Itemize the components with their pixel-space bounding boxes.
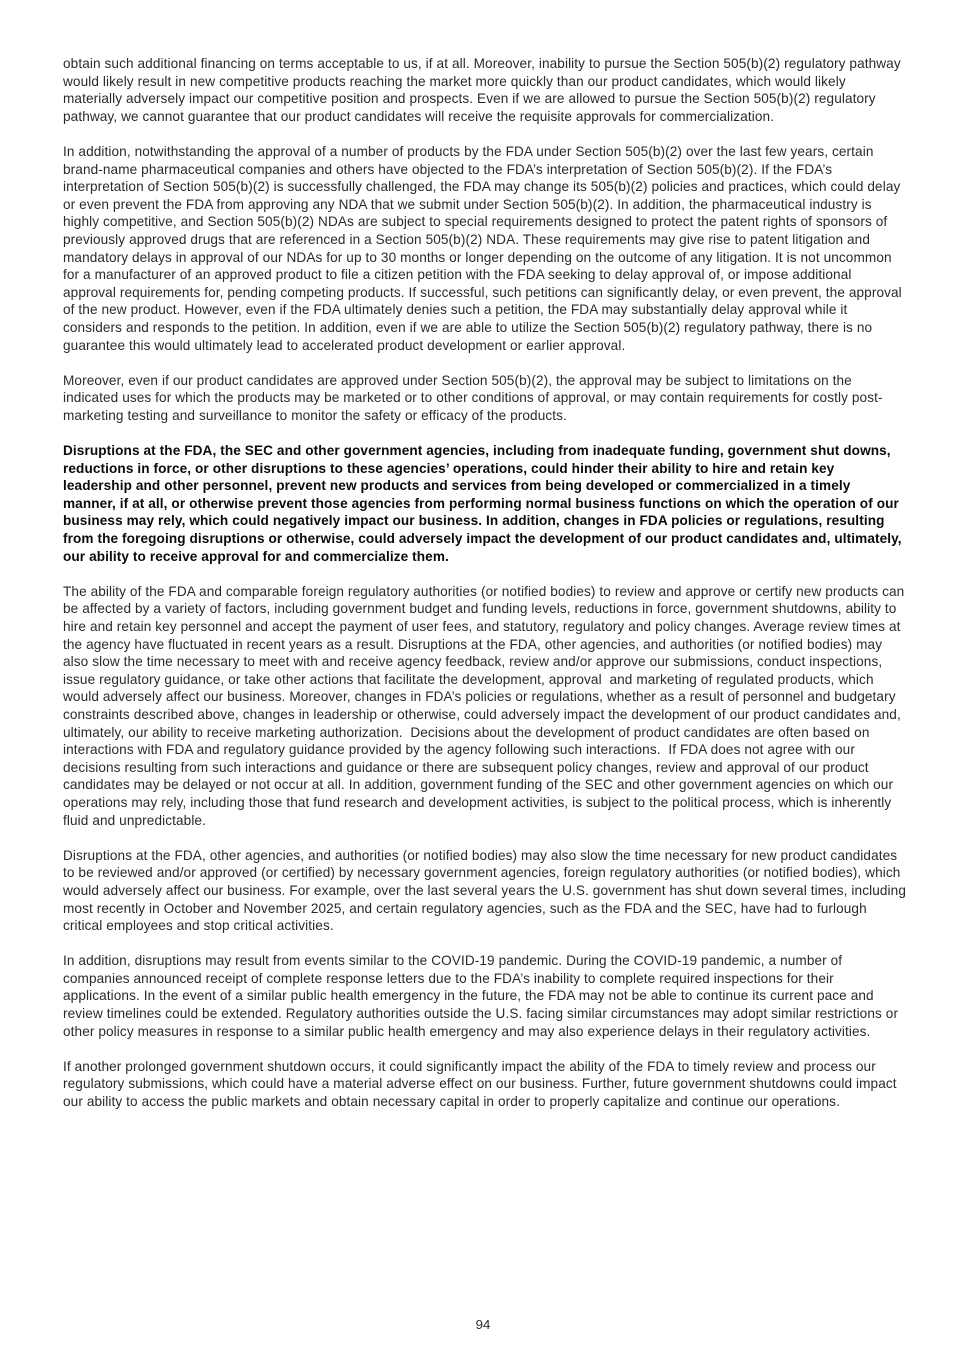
paragraph-prolonged-shutdown: If another prolonged government shutdown occurs, it could significantly impact the ability of the FDA to timely review and process our regulatory submissions, which could have a material adverse effect on our business. Further, future government shutdowns could impact our ability to access the public markets and obtain necessary capital in order to properly capitalize and continue our operations.	[63, 1058, 901, 1110]
paragraph-505b2-interpretation: In addition, notwithstanding the approval of a number of products by the FDA under Section 505(b)(2) over the last few years, certain brand-name pharmaceutical companies and others have objected to the FDA’s interpretation of Section 505(b)(2). If the FDA’s interpretation of Section 505(b)(2) is successfully challenged, the FDA may change its 505(b)(2) policies and practices, which could delay or even prevent the FDA from approving any NDA that we submit under Section 505(b)(2). In addition, the pharmaceutical industry is highly competitive, and Section 505(b)(2) NDAs are subject to special requirements designed to protect the patent rights of sponsors of previously approved drugs that are referenced in a Section 505(b)(2) NDA. These requirements may give rise to patent litigation and mandatory delays in approval of our NDAs for up to 30 months or longer depending on the outcome of any litigation. It is not uncommon for a manufacturer of an approved product to file a citizen petition with the FDA seeking to delay approval of, or impose additional approval requirements for, pending competing products. If successful, such petitions can significantly delay, or even prevent, the approval of the new product. However, even if the FDA ultimately denies such a petition, the FDA may substantially delay approval while it considers and responds to the petition. In addition, even if we are able to utilize the Section 505(b)(2) regulatory pathway, there is no guarantee this would ultimately lead to accelerated product development or earlier approval.	[63, 143, 906, 353]
paragraph-approval-limitations: Moreover, even if our product candidates are approved under Section 505(b)(2), the approval may be subject to limitations on the indicated uses for which the products may be marketed or to other conditions of approval, or may contain requirements for costly post-marketing testing and surveillance to monitor the safety or efficacy of the products.	[63, 372, 883, 423]
risk-factor-heading-disruptions: Disruptions at the FDA, the SEC and other government agencies, including from inadequate funding, government shut downs, reductions in force, or other disruptions to these agencies’ operations, could hinder their ability to hire and retain key leadership and other personnel, prevent new products and services from being developed or commercialized in a timely manner, if at all, or otherwise prevent those agencies from performing normal business functions on which the operation of our business may rely, which could negatively impact our business. In addition, changes in FDA policies or regulations, resulting from the foregoing disruptions or otherwise, could adversely impact the development of our product candidates and, ultimately, our ability to receive approval for and commercialize them.	[63, 443, 906, 564]
document-body	[63, 55, 910, 1128]
paragraph-shutdown-examples: Disruptions at the FDA, other agencies, and authorities (or notified bodies) may also slow the time necessary for new product candidates to be reviewed and/or approved (or certified) by necessary government agencies, foreign regulatory authorities (or notified bodies), which would adversely affect our business. For example, over the last several years the U.S. government has shut down several times, including most recently in October and November 2025, and certain regulatory agencies, such as the FDA and the SEC, have had to furlough critical employees and stop critical activities.	[63, 847, 910, 934]
page-footer	[0, 1316, 966, 1334]
paragraph-covid-pandemic: In addition, disruptions may result from events similar to the COVID-19 pandemic. During the COVID-19 pandemic, a number of companies announced receipt of complete response letters due to the FDA’s inability to complete required inspections for their applications. In the event of a similar public health emergency in the future, the FDA may not be able to continue its current pace and review timelines could be extended. Regulatory authorities outside the U.S. facing similar circumstances may adopt similar restrictions or other policy measures in response to a similar public health emergency and may also experience delays in their regulatory activities.	[63, 953, 902, 1039]
paragraph-financing-risk: obtain such additional financing on terms acceptable to us, if at all. Moreover, inability to pursue the Section 505(b)(2) regulatory pathway would likely result in new competitive products reaching the market more quickly than our product candidates, which would likely materially adversely impact our competitive position and prospects. Even if we are allowed to pursue the Section 505(b)(2) regulatory pathway, we cannot guarantee that our product candidates will receive the requisite approvals for commercialization.	[63, 56, 905, 124]
paragraph-fda-ability-factors: The ability of the FDA and comparable foreign regulatory authorities (or notified bodies) to review and approve or certify new products can be affected by a variety of factors, including government budget and funding levels, reductions in force, government shutdowns, ability to hire and retain key personnel and accept the payment of user fees, and statutory, regulatory and policy changes. Average review times at the agency have fluctuated in recent years as a result. Disruptions at the FDA, other agencies, and authorities (or notified bodies) may also slow the time necessary to meet with and receive agency feedback, review and/or approve our submissions, conduct inspections, issue regulatory guidance, or take other actions that facilitate the development, approval and marketing of regulated products, which would adversely affect our business. Moreover, changes in FDA’s policies or regulations, whether as a result of personnel and budgetary constraints described above, changes in leadership or otherwise, could adversely impact the development of our product candidates and, ultimately, our ability to receive marketing authorization. Decisions about the development of product candidates are often based on interactions with FDA and regulatory guidance provided by the agency following such interactions. If FDA does not agree with our decisions resulting from such interactions and guidance or there are subsequent policy changes, review and approval of our product candidates may be delayed or not occur at all. In addition, government funding of the SEC and other government agencies on which our operations may rely, including those that fund research and development activities, is subject to the political process, which is inherently fluid and unpredictable.	[63, 583, 909, 828]
page-number: 94	[475, 1317, 491, 1332]
